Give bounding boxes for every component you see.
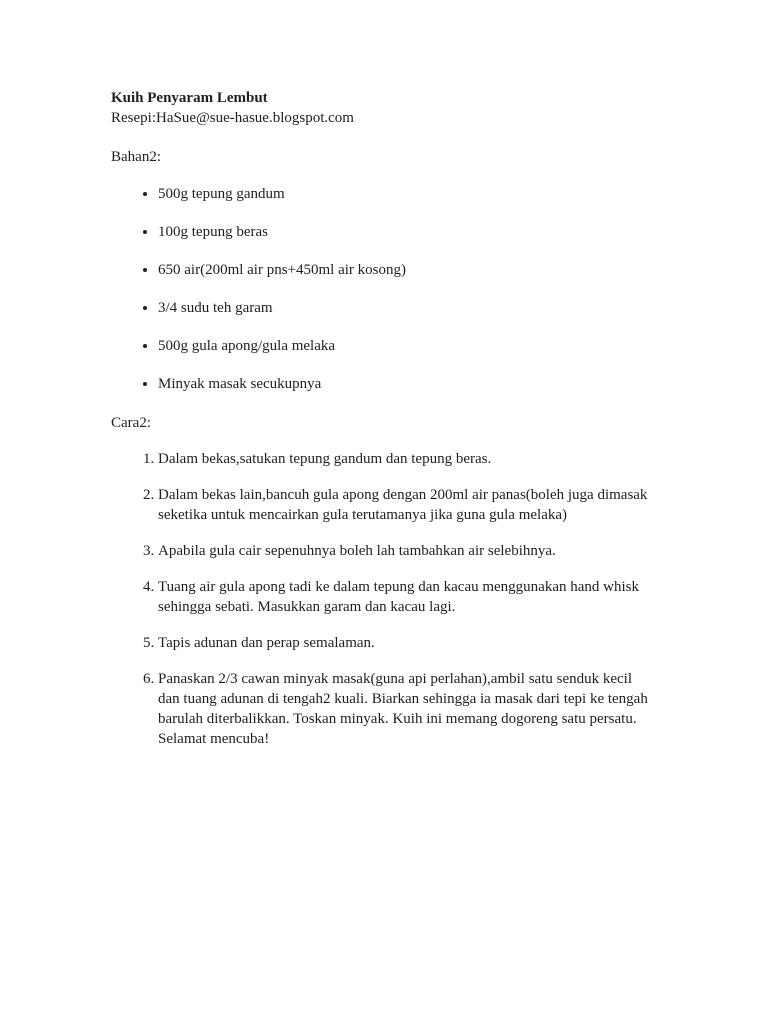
step-item: 5. Tapis adunan dan perap semalaman. bbox=[158, 633, 656, 653]
ingredient-item: • 500g tepung gandum bbox=[158, 185, 656, 204]
step-item: 6. Panaskan 2/3 cawan minyak masak(guna api perlahan),ambil satu senduk kecil dan tuang adunan di tengah2 kuali. Biarkan sehingga ia masak dari tepi ke tengah barulah diterbalikkan. Toskan minyak. Kuih ini memang dogoreng satu persatu. Selamat mencuba! bbox=[158, 669, 656, 749]
ingredient-item: • 500g gula apong/gula melaka bbox=[158, 337, 656, 356]
ingredients-list bbox=[111, 185, 656, 394]
ingredient-item: • Minyak masak secukupnya bbox=[158, 375, 656, 394]
steps-heading: Cara2: bbox=[111, 415, 151, 431]
recipe-source-line: Resepi:HaSue@sue-hasue.blogspot.com bbox=[111, 110, 354, 126]
ingredient-item: • 3/4 sudu teh garam bbox=[158, 299, 656, 318]
steps-list bbox=[111, 449, 656, 749]
step-item: 4. Tuang air gula apong tadi ke dalam tepung dan kacau menggunakan hand whisk sehingga sebati. Masukkan garam dan kacau lagi. bbox=[158, 577, 656, 617]
ingredient-item: • 100g tepung beras bbox=[158, 223, 656, 242]
recipe-document bbox=[111, 88, 656, 749]
step-item: 3. Apabila gula cair sepenuhnya boleh lah tambahkan air selebihnya. bbox=[158, 541, 656, 561]
ingredients-heading: Bahan2: bbox=[111, 149, 161, 165]
step-item: 1. Dalam bekas,satukan tepung gandum dan tepung beras. bbox=[158, 449, 656, 469]
ingredient-item: • 650 air(200ml air pns+450ml air kosong) bbox=[158, 261, 656, 280]
step-item: 2. Dalam bekas lain,bancuh gula apong dengan 200ml air panas(boleh juga dimasak seketika untuk mencairkan gula terutamanya jika guna gula melaka) bbox=[158, 485, 656, 525]
recipe-title: Kuih Penyaram Lembut bbox=[111, 90, 268, 106]
